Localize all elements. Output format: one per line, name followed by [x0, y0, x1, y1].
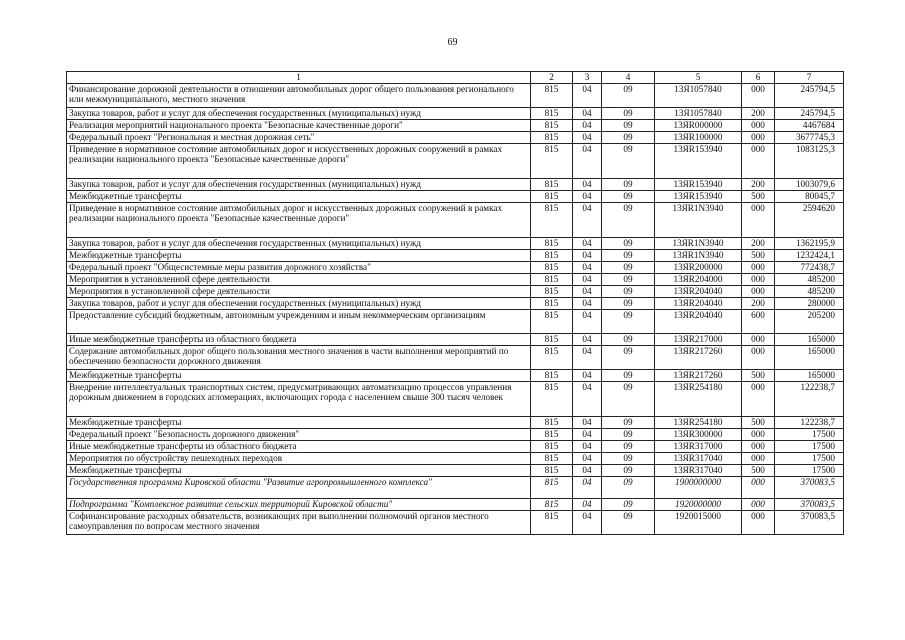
- ministry-code-cell: 815: [531, 203, 573, 238]
- section-code-cell: 04: [573, 84, 602, 108]
- subsection-code-cell: 09: [602, 108, 655, 120]
- expense-type-cell: 500: [742, 417, 775, 429]
- table-row: [67, 346, 844, 370]
- subsection-code-cell: 09: [602, 477, 655, 499]
- target-article-cell: 13ЯR217000: [655, 334, 742, 346]
- expense-name-cell: Внедрение интеллектуальных транспортных систем, предусматривающих автоматизацию процессов управления дорожным движением в городских агломерациях, включающих города с населением свыше 300 тысяч человек: [67, 382, 531, 417]
- target-article-cell: 13ЯR204040: [655, 298, 742, 310]
- section-code-cell: 04: [573, 370, 602, 382]
- section-code-cell: 04: [573, 179, 602, 191]
- table-row: [67, 417, 844, 429]
- column-header-4: 4: [602, 72, 655, 84]
- target-article-cell: 13Я1057840: [655, 84, 742, 108]
- subsection-code-cell: 09: [602, 274, 655, 286]
- ministry-code-cell: 815: [531, 191, 573, 203]
- table-row: [67, 382, 844, 417]
- section-code-cell: 04: [573, 298, 602, 310]
- expense-name-cell: Федеральный проект "Региональная и местная дорожная сеть": [67, 132, 531, 144]
- section-code-cell: 04: [573, 238, 602, 250]
- table-row: [67, 298, 844, 310]
- amount-cell: 17500: [775, 453, 844, 465]
- ministry-code-cell: 815: [531, 441, 573, 453]
- target-article-cell: 13ЯR254180: [655, 417, 742, 429]
- subsection-code-cell: 09: [602, 203, 655, 238]
- target-article-cell: 13ЯR204040: [655, 310, 742, 334]
- table-row: [67, 238, 844, 250]
- expense-type-cell: 200: [742, 108, 775, 120]
- target-article-cell: 13ЯR1N3940: [655, 203, 742, 238]
- section-code-cell: 04: [573, 191, 602, 203]
- expense-name-cell: Закупка товаров, работ и услуг для обеспечения государственных (муниципальных) нужд: [67, 238, 531, 250]
- budget-table: [66, 71, 844, 535]
- table-row: [67, 334, 844, 346]
- expense-type-cell: 000: [742, 511, 775, 535]
- subsection-code-cell: 09: [602, 238, 655, 250]
- expense-type-cell: 200: [742, 179, 775, 191]
- expense-type-cell: 000: [742, 334, 775, 346]
- amount-cell: 370083,5: [775, 511, 844, 535]
- expense-name-cell: Приведение в нормативное состояние автомобильных дорог и искусственных дорожных сооружений в рамках реализации национального проекта "Безопасные качественные дороги": [67, 144, 531, 179]
- table-row: [67, 310, 844, 334]
- expense-name-cell: Федеральный проект "Безопасность дорожного движения": [67, 429, 531, 441]
- expense-type-cell: 000: [742, 346, 775, 370]
- target-article-cell: 13ЯR217260: [655, 346, 742, 370]
- amount-cell: 122238,7: [775, 382, 844, 417]
- amount-cell: 4467684: [775, 120, 844, 132]
- expense-name-cell: Межбюджетные трансферты: [67, 250, 531, 262]
- target-article-cell: 13Я1057840: [655, 108, 742, 120]
- expense-name-cell: Подпрограмма "Комплексное развитие сельских территорий Кировской области": [67, 499, 531, 511]
- ministry-code-cell: 815: [531, 179, 573, 191]
- expense-type-cell: 000: [742, 499, 775, 511]
- amount-cell: 165000: [775, 370, 844, 382]
- amount-cell: 122238,7: [775, 417, 844, 429]
- expense-type-cell: 000: [742, 477, 775, 499]
- table-row: [67, 499, 844, 511]
- expense-name-cell: Межбюджетные трансферты: [67, 370, 531, 382]
- expense-type-cell: 000: [742, 441, 775, 453]
- table-body: [67, 72, 844, 535]
- target-article-cell: 13ЯR1N3940: [655, 238, 742, 250]
- table-row: [67, 370, 844, 382]
- ministry-code-cell: 815: [531, 144, 573, 179]
- section-code-cell: 04: [573, 132, 602, 144]
- target-article-cell: 13ЯR204040: [655, 286, 742, 298]
- expense-type-cell: 600: [742, 310, 775, 334]
- amount-cell: 2594620: [775, 203, 844, 238]
- amount-cell: 370083,5: [775, 477, 844, 499]
- expense-name-cell: Реализация мероприятий национального проекта "Безопасные качественные дороги": [67, 120, 531, 132]
- amount-cell: 245794,5: [775, 108, 844, 120]
- ministry-code-cell: 815: [531, 334, 573, 346]
- section-code-cell: 04: [573, 477, 602, 499]
- column-header-7: 7: [775, 72, 844, 84]
- target-article-cell: 13ЯR153940: [655, 179, 742, 191]
- amount-cell: 165000: [775, 334, 844, 346]
- table-row: [67, 203, 844, 238]
- ministry-code-cell: 815: [531, 477, 573, 499]
- section-code-cell: 04: [573, 310, 602, 334]
- amount-cell: 205200: [775, 310, 844, 334]
- subsection-code-cell: 09: [602, 286, 655, 298]
- target-article-cell: 13ЯR200000: [655, 262, 742, 274]
- table-row: [67, 250, 844, 262]
- target-article-cell: 13ЯR153940: [655, 191, 742, 203]
- subsection-code-cell: 09: [602, 441, 655, 453]
- amount-cell: 17500: [775, 429, 844, 441]
- table-row: [67, 453, 844, 465]
- expense-name-cell: Предоставление субсидий бюджетным, автономным учреждениям и иным некоммерческим организациям: [67, 310, 531, 334]
- column-header-1: 1: [67, 72, 531, 84]
- target-article-cell: 13ЯR317040: [655, 465, 742, 477]
- table-row: [67, 511, 844, 535]
- target-article-cell: 13ЯR317040: [655, 453, 742, 465]
- amount-cell: 1232424,1: [775, 250, 844, 262]
- expense-name-cell: Софинансирование расходных обязательств, возникающих при выполнении полномочий органов местного самоуправления по вопросам местного значения: [67, 511, 531, 535]
- section-code-cell: 04: [573, 108, 602, 120]
- expense-type-cell: 500: [742, 250, 775, 262]
- ministry-code-cell: 815: [531, 132, 573, 144]
- expense-type-cell: 000: [742, 144, 775, 179]
- expense-type-cell: 500: [742, 191, 775, 203]
- amount-cell: 280000: [775, 298, 844, 310]
- expense-type-cell: 000: [742, 382, 775, 417]
- table-row: [67, 429, 844, 441]
- section-code-cell: 04: [573, 346, 602, 370]
- section-code-cell: 04: [573, 144, 602, 179]
- amount-cell: 17500: [775, 465, 844, 477]
- expense-name-cell: Закупка товаров, работ и услуг для обеспечения государственных (муниципальных) нужд: [67, 179, 531, 191]
- amount-cell: 17500: [775, 441, 844, 453]
- expense-name-cell: Иные межбюджетные трансферты из областного бюджета: [67, 334, 531, 346]
- target-article-cell: 1900000000: [655, 477, 742, 499]
- target-article-cell: 13ЯR254180: [655, 382, 742, 417]
- table-row: [67, 286, 844, 298]
- subsection-code-cell: 09: [602, 334, 655, 346]
- expense-name-cell: Приведение в нормативное состояние автомобильных дорог и искусственных дорожных сооружений в рамках реализации национального проекта "Безопасные качественные дороги": [67, 203, 531, 238]
- target-article-cell: 1920000000: [655, 499, 742, 511]
- expense-name-cell: Иные межбюджетные трансферты из областного бюджета: [67, 441, 531, 453]
- expense-type-cell: 500: [742, 465, 775, 477]
- section-code-cell: 04: [573, 465, 602, 477]
- amount-cell: 80045,7: [775, 191, 844, 203]
- ministry-code-cell: 815: [531, 250, 573, 262]
- section-code-cell: 04: [573, 274, 602, 286]
- section-code-cell: 04: [573, 120, 602, 132]
- amount-cell: 1083125,3: [775, 144, 844, 179]
- target-article-cell: 13ЯR000000: [655, 120, 742, 132]
- amount-cell: 165000: [775, 346, 844, 370]
- target-article-cell: 13ЯR217260: [655, 370, 742, 382]
- ministry-code-cell: 815: [531, 120, 573, 132]
- expense-type-cell: 000: [742, 286, 775, 298]
- section-code-cell: 04: [573, 429, 602, 441]
- expense-name-cell: Содержание автомобильных дорог общего пользования местного значения в части выполнения мероприятий по обеспечению безопасности дорожного движения: [67, 346, 531, 370]
- expense-type-cell: 000: [742, 120, 775, 132]
- ministry-code-cell: 815: [531, 417, 573, 429]
- subsection-code-cell: 09: [602, 346, 655, 370]
- target-article-cell: 13ЯR1N3940: [655, 250, 742, 262]
- subsection-code-cell: 09: [602, 310, 655, 334]
- section-code-cell: 04: [573, 286, 602, 298]
- amount-cell: 1003079,6: [775, 179, 844, 191]
- section-code-cell: 04: [573, 203, 602, 238]
- table-row: [67, 191, 844, 203]
- table-row: [67, 274, 844, 286]
- ministry-code-cell: 815: [531, 286, 573, 298]
- amount-cell: 3677745,3: [775, 132, 844, 144]
- subsection-code-cell: 09: [602, 465, 655, 477]
- expense-name-cell: Мероприятия по обустройству пешеходных переходов: [67, 453, 531, 465]
- section-code-cell: 04: [573, 441, 602, 453]
- expense-name-cell: Закупка товаров, работ и услуг для обеспечения государственных (муниципальных) нужд: [67, 298, 531, 310]
- table-row: [67, 108, 844, 120]
- subsection-code-cell: 09: [602, 179, 655, 191]
- subsection-code-cell: 09: [602, 382, 655, 417]
- expense-type-cell: 000: [742, 84, 775, 108]
- column-header-3: 3: [573, 72, 602, 84]
- ministry-code-cell: 815: [531, 370, 573, 382]
- column-header-2: 2: [531, 72, 573, 84]
- expense-name-cell: Межбюджетные трансферты: [67, 465, 531, 477]
- expense-name-cell: Межбюджетные трансферты: [67, 191, 531, 203]
- ministry-code-cell: 815: [531, 346, 573, 370]
- expense-name-cell: Закупка товаров, работ и услуг для обеспечения государственных (муниципальных) нужд: [67, 108, 531, 120]
- ministry-code-cell: 815: [531, 429, 573, 441]
- amount-cell: 370083,5: [775, 499, 844, 511]
- table-row: [67, 465, 844, 477]
- table-row: [67, 144, 844, 179]
- amount-cell: 485200: [775, 286, 844, 298]
- target-article-cell: 13ЯR100000: [655, 132, 742, 144]
- subsection-code-cell: 09: [602, 250, 655, 262]
- subsection-code-cell: 09: [602, 120, 655, 132]
- table-row: [67, 179, 844, 191]
- expense-name-cell: Финансирование дорожной деятельности в отношении автомобильных дорог общего пользования регионального или межмуниципального, местного значения: [67, 84, 531, 108]
- column-header-5: 5: [655, 72, 742, 84]
- section-code-cell: 04: [573, 382, 602, 417]
- ministry-code-cell: 815: [531, 310, 573, 334]
- table-row: [67, 262, 844, 274]
- target-article-cell: 13ЯR300000: [655, 429, 742, 441]
- expense-name-cell: Мероприятия в установленной сфере деятельности: [67, 286, 531, 298]
- target-article-cell: 13ЯR153940: [655, 144, 742, 179]
- header-row: [67, 72, 844, 84]
- subsection-code-cell: 09: [602, 298, 655, 310]
- ministry-code-cell: 815: [531, 238, 573, 250]
- ministry-code-cell: 815: [531, 84, 573, 108]
- amount-cell: 485200: [775, 274, 844, 286]
- target-article-cell: 13ЯR204000: [655, 274, 742, 286]
- table-row: [67, 441, 844, 453]
- subsection-code-cell: 09: [602, 453, 655, 465]
- amount-cell: 772438,7: [775, 262, 844, 274]
- page-number: 69: [447, 37, 458, 48]
- subsection-code-cell: 09: [602, 370, 655, 382]
- expense-type-cell: 500: [742, 370, 775, 382]
- expense-type-cell: 000: [742, 274, 775, 286]
- section-code-cell: 04: [573, 417, 602, 429]
- ministry-code-cell: 815: [531, 298, 573, 310]
- section-code-cell: 04: [573, 511, 602, 535]
- ministry-code-cell: 815: [531, 465, 573, 477]
- subsection-code-cell: 09: [602, 429, 655, 441]
- subsection-code-cell: 09: [602, 417, 655, 429]
- subsection-code-cell: 09: [602, 191, 655, 203]
- target-article-cell: 1920015000: [655, 511, 742, 535]
- expense-name-cell: Федеральный проект "Общесистемные меры развития дорожного хозяйства": [67, 262, 531, 274]
- expense-type-cell: 000: [742, 453, 775, 465]
- ministry-code-cell: 815: [531, 511, 573, 535]
- amount-cell: 245794,5: [775, 84, 844, 108]
- ministry-code-cell: 815: [531, 262, 573, 274]
- expense-name-cell: Государственная программа Кировской области "Развитие агропромышленного комплекса": [67, 477, 531, 499]
- ministry-code-cell: 815: [531, 108, 573, 120]
- table-row: [67, 132, 844, 144]
- ministry-code-cell: 815: [531, 453, 573, 465]
- subsection-code-cell: 09: [602, 144, 655, 179]
- amount-cell: 1362195,9: [775, 238, 844, 250]
- section-code-cell: 04: [573, 499, 602, 511]
- table-row: [67, 120, 844, 132]
- subsection-code-cell: 09: [602, 262, 655, 274]
- section-code-cell: 04: [573, 453, 602, 465]
- section-code-cell: 04: [573, 250, 602, 262]
- subsection-code-cell: 09: [602, 84, 655, 108]
- target-article-cell: 13ЯR317000: [655, 441, 742, 453]
- table-row: [67, 84, 844, 108]
- table-row: [67, 477, 844, 499]
- expense-type-cell: 000: [742, 262, 775, 274]
- section-code-cell: 04: [573, 262, 602, 274]
- ministry-code-cell: 815: [531, 274, 573, 286]
- expense-type-cell: 200: [742, 298, 775, 310]
- expense-name-cell: Мероприятия в установленной сфере деятельности: [67, 274, 531, 286]
- subsection-code-cell: 09: [602, 499, 655, 511]
- expense-type-cell: 000: [742, 429, 775, 441]
- column-header-6: 6: [742, 72, 775, 84]
- subsection-code-cell: 09: [602, 511, 655, 535]
- expense-name-cell: Межбюджетные трансферты: [67, 417, 531, 429]
- ministry-code-cell: 815: [531, 382, 573, 417]
- ministry-code-cell: 815: [531, 499, 573, 511]
- subsection-code-cell: 09: [602, 132, 655, 144]
- expense-type-cell: 000: [742, 132, 775, 144]
- expense-type-cell: 000: [742, 203, 775, 238]
- section-code-cell: 04: [573, 334, 602, 346]
- expense-type-cell: 200: [742, 238, 775, 250]
